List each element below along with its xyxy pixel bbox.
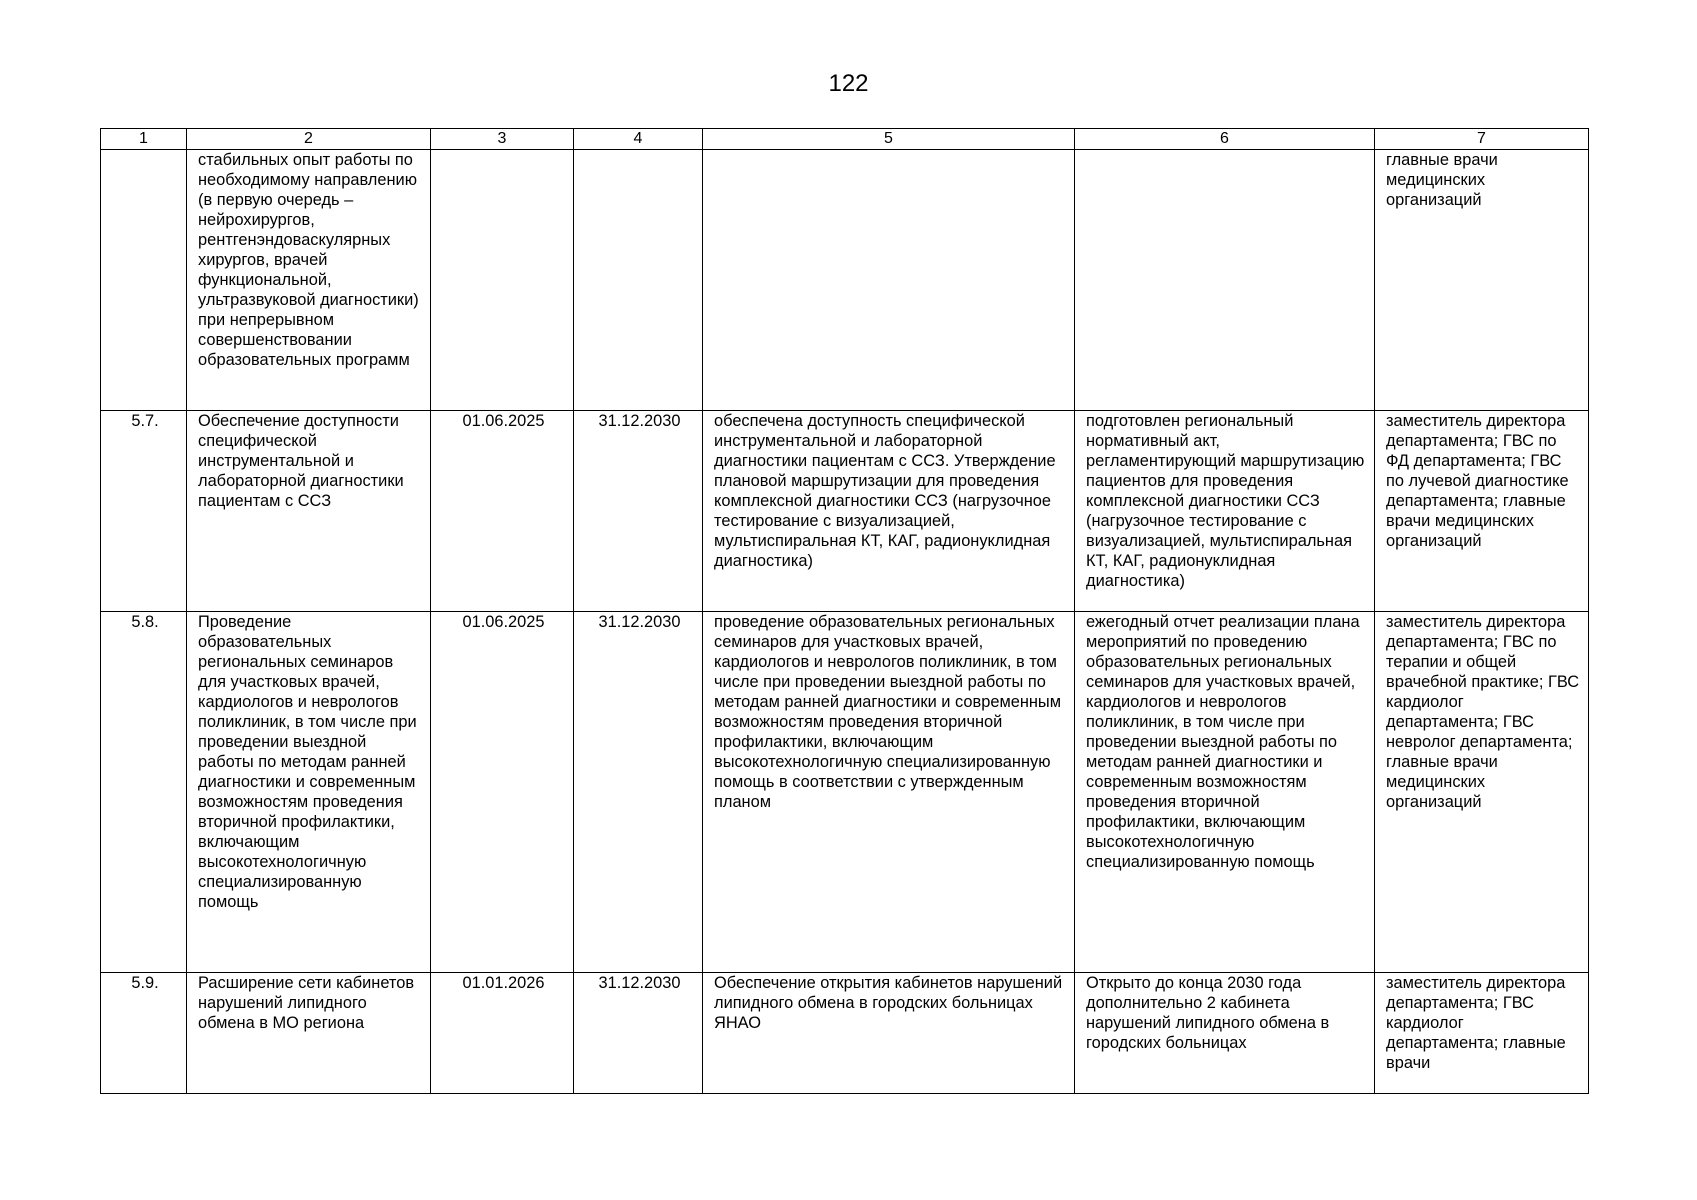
result-cell: Обеспечение открытия кабинетов нарушений липидного обмена в городских больницах ЯНАО <box>703 973 1075 1094</box>
result-cell: проведение образовательных региональных семинаров для участковых врачей, кардиологов и неврологов поликлиник, в том числе при проведении выездной работы по методам ранней диагностики и современным возможностям проведения вторичной профилактики, включающим высокотехнологичную специализированную помощь в соответствии с утвержденным планом <box>703 612 1075 973</box>
column-header: 5 <box>703 129 1075 150</box>
header-row <box>101 129 1589 150</box>
task-cell: Расширение сети кабинетов нарушений липидного обмена в МО региона <box>187 973 431 1094</box>
start-date-cell <box>431 150 574 411</box>
control-cell: ежегодный отчет реализации плана мероприятий по проведению образовательных региональных семинаров для участковых врачей, кардиологов и неврологов поликлиник, в том числе при проведении выездной работы по методам ранней диагностики и современным возможностям проведения вторичной профилактики, включающим высокотехнологичную специализированную помощь <box>1075 612 1375 973</box>
table-row <box>101 411 1589 612</box>
column-header: 7 <box>1375 129 1589 150</box>
column-header: 3 <box>431 129 574 150</box>
table-header <box>101 129 1589 150</box>
table-row <box>101 150 1589 411</box>
responsible-cell: главные врачи медицинских организаций <box>1375 150 1589 411</box>
row-number-cell: 5.9. <box>101 973 187 1094</box>
table-body <box>101 150 1589 1094</box>
result-cell <box>703 150 1075 411</box>
start-date-cell: 01.06.2025 <box>431 612 574 973</box>
responsible-cell: заместитель директора департамента; ГВС кардиолог департамента; главные врачи <box>1375 973 1589 1094</box>
task-cell: стабильных опыт работы по необходимому направлению (в первую очередь – нейрохирургов, рентгенэндоваскулярных хирургов, врачей функциональной, ультразвуковой диагностики) при непрерывном совершенствовании образовательных программ <box>187 150 431 411</box>
control-cell <box>1075 150 1375 411</box>
responsible-cell: заместитель директора департамента; ГВС по терапии и общей врачебной практике; ГВС кардиолог департамента; ГВС невролог департамента; главные врачи медицинских организаций <box>1375 612 1589 973</box>
control-cell: Открыто до конца 2030 года дополнительно 2 кабинета нарушений липидного обмена в городских больницах <box>1075 973 1375 1094</box>
control-cell: подготовлен региональный нормативный акт, регламентирующий маршрутизацию пациентов для проведения комплексной диагностики ССЗ (нагрузочное тестирование с визуализацией, мультиспиральная КТ, КАГ, радионуклидная диагностика) <box>1075 411 1375 612</box>
table-row <box>101 973 1589 1094</box>
task-cell: Обеспечение доступности специфической инструментальной и лабораторной диагностики пациентам с ССЗ <box>187 411 431 612</box>
end-date-cell: 31.12.2030 <box>574 411 703 612</box>
page-number: 122 <box>828 70 869 97</box>
column-header: 4 <box>574 129 703 150</box>
row-number-cell: 5.8. <box>101 612 187 973</box>
measures-table <box>100 128 1589 1094</box>
end-date-cell: 31.12.2030 <box>574 612 703 973</box>
end-date-cell <box>574 150 703 411</box>
row-number-cell: 5.7. <box>101 411 187 612</box>
task-cell: Проведение образовательных региональных семинаров для участковых врачей, кардиологов и неврологов поликлиник, в том числе при проведении выездной работы по методам ранней диагностики и современным возможностям проведения вторичной профилактики, включающим высокотехнологичную специализированную помощь <box>187 612 431 973</box>
column-header: 1 <box>101 129 187 150</box>
responsible-cell: заместитель директора департамента; ГВС по ФД департамента; ГВС по лучевой диагностике департамента; главные врачи медицинских организаций <box>1375 411 1589 612</box>
column-header: 2 <box>187 129 431 150</box>
row-number-cell <box>101 150 187 411</box>
column-header: 6 <box>1075 129 1375 150</box>
start-date-cell: 01.06.2025 <box>431 411 574 612</box>
end-date-cell: 31.12.2030 <box>574 973 703 1094</box>
result-cell: обеспечена доступность специфической инструментальной и лабораторной диагностики пациентам с ССЗ. Утверждение плановой маршрутизации для проведения комплексной диагностики ССЗ (нагрузочное тестирование с визуализацией, мультиспиральная КТ, КАГ, радионуклидная диагностика) <box>703 411 1075 612</box>
start-date-cell: 01.01.2026 <box>431 973 574 1094</box>
table-row <box>101 612 1589 973</box>
